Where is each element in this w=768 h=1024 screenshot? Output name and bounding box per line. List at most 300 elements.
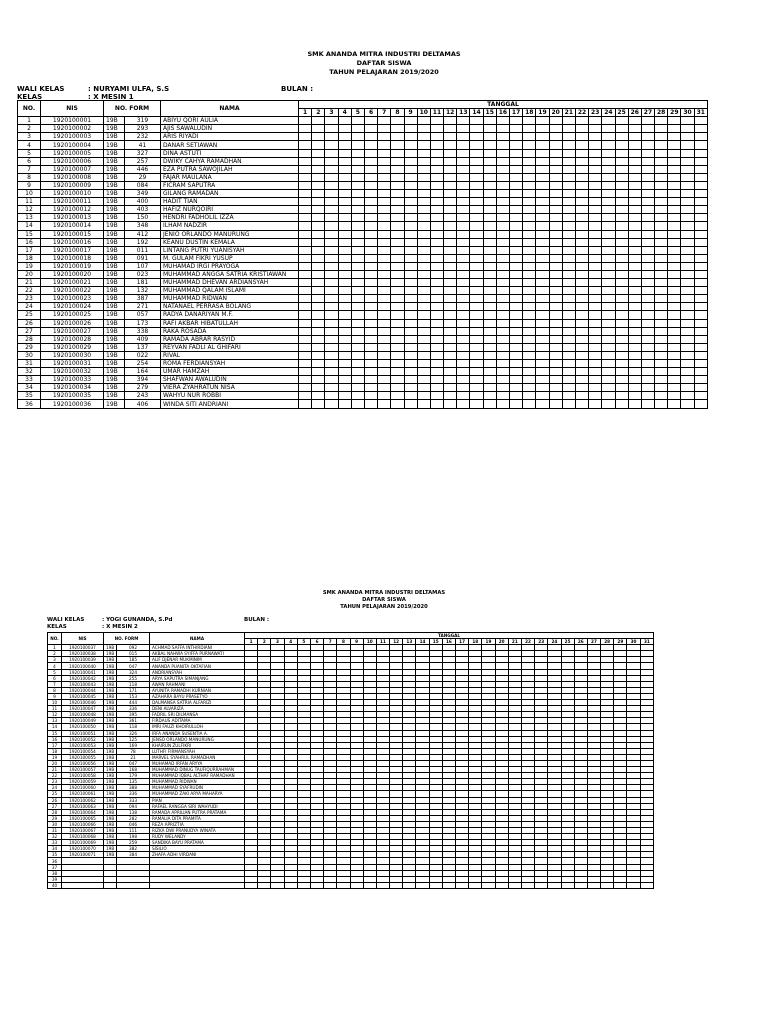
name-cell: HADIT TIAN bbox=[161, 198, 299, 206]
attendance-cell bbox=[640, 882, 653, 888]
row-number: 26 bbox=[18, 319, 41, 327]
form-prefix-cell: 19B bbox=[104, 214, 125, 222]
form-prefix-cell: 19B bbox=[104, 706, 117, 712]
form-number-cell: 349 bbox=[125, 190, 161, 198]
form-number-cell: 118 bbox=[117, 724, 150, 730]
school-name: SMK ANANDA MITRA INDUSTRI DELTAMAS bbox=[322, 590, 446, 596]
form-number-cell: 338 bbox=[125, 327, 161, 335]
row-number: 24 bbox=[48, 785, 62, 791]
nis-cell: 1920100022 bbox=[41, 287, 104, 295]
row-number: 14 bbox=[48, 724, 62, 730]
name-cell: SISILIO bbox=[150, 846, 245, 852]
nis-cell: 1920100002 bbox=[41, 125, 104, 133]
row-number: 9 bbox=[48, 693, 62, 699]
form-number-cell: 361 bbox=[117, 718, 150, 724]
name-cell: VIERA ZYAHRATUN NISA bbox=[161, 384, 299, 392]
day-column-25: 25 bbox=[561, 639, 574, 645]
nis-cell: 1920100032 bbox=[41, 368, 104, 376]
nis-cell: 1920100024 bbox=[41, 303, 104, 311]
name-cell: MUHAMAD IRFAN ARYYA bbox=[150, 760, 245, 766]
row-number: 30 bbox=[48, 821, 62, 827]
form-number-cell: 326 bbox=[117, 730, 150, 736]
nis-cell: 1920100041 bbox=[62, 669, 104, 675]
nis-cell: 1920100034 bbox=[41, 384, 104, 392]
day-column-6: 6 bbox=[364, 109, 377, 117]
form-prefix-cell: 19B bbox=[104, 700, 117, 706]
form-prefix-cell: 19B bbox=[104, 327, 125, 335]
form-number-cell: 181 bbox=[125, 279, 161, 287]
column-no-form: NO. FORM bbox=[104, 101, 161, 117]
form-prefix-cell: 19B bbox=[104, 400, 125, 408]
row-number: 20 bbox=[18, 270, 41, 278]
form-number-cell: 21 bbox=[117, 754, 150, 760]
row-number: 17 bbox=[18, 246, 41, 254]
form-number-cell: 444 bbox=[117, 700, 150, 706]
name-cell: ZHAFA ADHI VIRDANI bbox=[150, 852, 245, 858]
day-column-9: 9 bbox=[350, 639, 363, 645]
form-prefix-cell: 19B bbox=[104, 657, 117, 663]
column-no-form: NO. FORM bbox=[104, 633, 150, 645]
wali-value: : YOGI GUNANDA, S.Pd bbox=[102, 617, 173, 623]
form-prefix-cell: 19B bbox=[104, 767, 117, 773]
form-prefix-cell: 19B bbox=[104, 760, 117, 766]
attendance-cell bbox=[403, 882, 416, 888]
row-number: 12 bbox=[48, 712, 62, 718]
form-number-cell: 171 bbox=[117, 687, 150, 693]
name-cell: JENIO ORLANDO MANURUNG bbox=[161, 230, 299, 238]
nis-cell: 1920100063 bbox=[62, 803, 104, 809]
name-cell: RAMADA APRILIAN PUTRA PRATAMA bbox=[150, 809, 245, 815]
day-column-31: 31 bbox=[640, 639, 653, 645]
form-prefix-cell: 19B bbox=[104, 675, 117, 681]
row-number: 2 bbox=[48, 651, 62, 657]
form-prefix-cell: 19B bbox=[104, 295, 125, 303]
row-number: 4 bbox=[48, 663, 62, 669]
name-cell: ILHAM NADZIR bbox=[161, 222, 299, 230]
name-cell: MUHAMMAD SYAFRUDIN bbox=[150, 785, 245, 791]
attendance-cell bbox=[245, 882, 258, 888]
form-number-cell: 387 bbox=[125, 295, 161, 303]
row-number: 18 bbox=[48, 748, 62, 754]
form-prefix-cell: 19B bbox=[104, 687, 117, 693]
name-cell: IRFA ANANDA SUSENTIA A. bbox=[150, 730, 245, 736]
attendance-cell bbox=[350, 882, 363, 888]
nis-cell: 1920100038 bbox=[62, 651, 104, 657]
name-cell: ARYA SAPUTRA SIMANJANG bbox=[150, 675, 245, 681]
row-number: 26 bbox=[48, 797, 62, 803]
nis-cell: 1920100017 bbox=[41, 246, 104, 254]
row-number: 19 bbox=[18, 262, 41, 270]
form-prefix-cell: 19B bbox=[104, 834, 117, 840]
wali-label: WALI KELAS bbox=[17, 85, 65, 93]
attendance-cell bbox=[627, 882, 640, 888]
nis-cell: 1920100003 bbox=[41, 133, 104, 141]
form-prefix-cell: 19B bbox=[104, 254, 125, 262]
kelas-label: KELAS bbox=[17, 93, 43, 101]
row-number: 14 bbox=[18, 222, 41, 230]
name-cell: ACHMAD SAFFA INTHIRDIANI bbox=[150, 645, 245, 651]
row-number: 21 bbox=[48, 767, 62, 773]
form-number-cell: 255 bbox=[117, 675, 150, 681]
day-column-19: 19 bbox=[536, 109, 549, 117]
row-number: 34 bbox=[48, 846, 62, 852]
form-prefix-cell: 19B bbox=[104, 238, 125, 246]
nis-cell: 1920100042 bbox=[62, 675, 104, 681]
row-number: 12 bbox=[18, 206, 41, 214]
column-nis: NIS bbox=[41, 101, 104, 117]
nis-cell: 1920100025 bbox=[41, 311, 104, 319]
form-number-cell: 173 bbox=[125, 319, 161, 327]
form-number-cell: 137 bbox=[125, 343, 161, 351]
form-prefix-cell: 19B bbox=[104, 718, 117, 724]
kelas-label: KELAS bbox=[47, 624, 67, 630]
name-cell: RIVAL bbox=[161, 351, 299, 359]
row-number: 11 bbox=[18, 198, 41, 206]
form-prefix-cell: 19B bbox=[104, 149, 125, 157]
form-number-cell: 111 bbox=[117, 828, 150, 834]
nis-cell: 1920100005 bbox=[41, 149, 104, 157]
name-cell: FAJAR MAULANA bbox=[161, 173, 299, 181]
document-title: DAFTAR SISWA bbox=[362, 597, 406, 604]
day-column-2: 2 bbox=[312, 109, 325, 117]
row-number: 25 bbox=[18, 311, 41, 319]
attendance-cell bbox=[508, 882, 521, 888]
form-prefix-cell: 19B bbox=[104, 360, 125, 368]
form-prefix-cell: 19B bbox=[104, 748, 117, 754]
form-number-cell: 382 bbox=[117, 846, 150, 852]
student-attendance-table bbox=[47, 632, 654, 889]
table-row bbox=[48, 882, 654, 888]
day-column-1: 1 bbox=[299, 109, 312, 117]
name-cell: EZA PUTRA SAWOJILAH bbox=[161, 165, 299, 173]
nis-cell: 1920100062 bbox=[62, 797, 104, 803]
row-number: 20 bbox=[48, 760, 62, 766]
form-number-cell: 132 bbox=[125, 287, 161, 295]
nis-cell: 1920100050 bbox=[62, 724, 104, 730]
day-column-18: 18 bbox=[469, 639, 482, 645]
form-number-cell bbox=[117, 882, 150, 888]
name-cell: MUHAMMAD RIDWAN bbox=[150, 779, 245, 785]
name-cell: LUTHFI FIRMANSYAH bbox=[150, 748, 245, 754]
row-number: 1 bbox=[18, 117, 41, 125]
day-column-28: 28 bbox=[655, 109, 668, 117]
name-cell: MARVEL SYAHRUL RAMADHAN bbox=[150, 754, 245, 760]
day-column-30: 30 bbox=[681, 109, 694, 117]
form-number-cell: 446 bbox=[125, 165, 161, 173]
row-number: 28 bbox=[18, 335, 41, 343]
nis-cell: 1920100048 bbox=[62, 712, 104, 718]
document-title: DAFTAR SISWA bbox=[356, 58, 412, 67]
day-column-26: 26 bbox=[628, 109, 641, 117]
name-cell: WAHYU NUR ROBBI bbox=[161, 392, 299, 400]
nis-cell: 1920100052 bbox=[62, 736, 104, 742]
day-column-21: 21 bbox=[562, 109, 575, 117]
form-number-cell: 198 bbox=[117, 834, 150, 840]
day-column-23: 23 bbox=[589, 109, 602, 117]
row-number: 5 bbox=[18, 149, 41, 157]
form-prefix-cell: 19B bbox=[104, 797, 117, 803]
form-number-cell: 047 bbox=[117, 663, 150, 669]
form-number-cell: 409 bbox=[125, 335, 161, 343]
nis-cell: 1920100001 bbox=[41, 117, 104, 125]
form-number-cell: 168 bbox=[117, 767, 150, 773]
row-number: 23 bbox=[18, 295, 41, 303]
form-number-cell: 047 bbox=[117, 760, 150, 766]
nis-cell: 1920100049 bbox=[62, 718, 104, 724]
attendance-cell bbox=[587, 882, 600, 888]
row-number: 3 bbox=[18, 133, 41, 141]
form-prefix-cell: 19B bbox=[104, 645, 117, 651]
nis-cell: 1920100043 bbox=[62, 681, 104, 687]
row-number: 30 bbox=[18, 351, 41, 359]
row-number: 39 bbox=[48, 876, 62, 882]
day-column-25: 25 bbox=[615, 109, 628, 117]
day-column-13: 13 bbox=[403, 639, 416, 645]
row-number: 33 bbox=[48, 840, 62, 846]
form-number-cell: 333 bbox=[117, 797, 150, 803]
school-year: TAHUN PELAJARAN 2019/2020 bbox=[340, 604, 428, 611]
row-number: 31 bbox=[48, 828, 62, 834]
nis-cell: 1920100026 bbox=[41, 319, 104, 327]
column-tanggal: TANGGAL bbox=[245, 633, 654, 639]
name-cell: ANANDA PUANITA OKTAFIAN bbox=[150, 663, 245, 669]
form-number-cell: 406 bbox=[125, 400, 161, 408]
form-number-cell: 319 bbox=[125, 117, 161, 125]
form-number-cell: 118 bbox=[117, 681, 150, 687]
form-prefix-cell: 19B bbox=[104, 392, 125, 400]
day-column-8: 8 bbox=[337, 639, 350, 645]
attendance-cell bbox=[548, 882, 561, 888]
row-number: 7 bbox=[48, 681, 62, 687]
wali-label: WALI KELAS bbox=[47, 617, 85, 623]
form-prefix-cell: 19B bbox=[104, 173, 125, 181]
nis-cell: 1920100004 bbox=[41, 141, 104, 149]
form-number-cell: 135 bbox=[117, 779, 150, 785]
row-number: 32 bbox=[48, 834, 62, 840]
name-cell: HENDRI FADHOLIL IZZA bbox=[161, 214, 299, 222]
day-column-6: 6 bbox=[310, 639, 323, 645]
attendance-cell bbox=[482, 882, 495, 888]
day-column-20: 20 bbox=[549, 109, 562, 117]
day-column-3: 3 bbox=[271, 639, 284, 645]
name-cell: RADYA DANARIYAN M.F. bbox=[161, 311, 299, 319]
row-number: 23 bbox=[48, 779, 62, 785]
name-cell: MUHAMMAD DINUG TAUFIQURRAHMAN bbox=[150, 767, 245, 773]
day-column-17: 17 bbox=[456, 639, 469, 645]
form-number-cell: 150 bbox=[125, 214, 161, 222]
row-number: 17 bbox=[48, 742, 62, 748]
form-prefix-cell: 19B bbox=[104, 198, 125, 206]
row-number: 29 bbox=[48, 815, 62, 821]
nis-cell: 1920100028 bbox=[41, 335, 104, 343]
nis-cell: 1920100055 bbox=[62, 754, 104, 760]
day-column-11: 11 bbox=[430, 109, 443, 117]
form-number-cell: 388 bbox=[117, 785, 150, 791]
row-number: 1 bbox=[48, 645, 62, 651]
name-cell: M. GULAM FIKRI YUSUP bbox=[161, 254, 299, 262]
attendance-cell bbox=[297, 882, 310, 888]
row-number: 5 bbox=[48, 669, 62, 675]
name-cell: FICRAM SAPUTRA bbox=[161, 181, 299, 189]
name-cell: PIAN bbox=[150, 797, 245, 803]
nis-cell: 1920100057 bbox=[62, 767, 104, 773]
form-number-cell: 395 bbox=[117, 712, 150, 718]
column-no: NO. bbox=[48, 633, 62, 645]
form-prefix-cell: 19B bbox=[104, 230, 125, 238]
form-prefix-cell: 19B bbox=[104, 190, 125, 198]
form-prefix-cell: 19B bbox=[104, 815, 117, 821]
form-number-cell: 023 bbox=[125, 270, 161, 278]
sheet-header bbox=[0, 590, 768, 611]
attendance-cell bbox=[456, 882, 469, 888]
nis-cell: 1920100012 bbox=[41, 206, 104, 214]
nis-cell: 1920100068 bbox=[62, 834, 104, 840]
name-cell: ALIF DJENAR MUKMINIM bbox=[150, 657, 245, 663]
form-prefix-cell bbox=[104, 882, 117, 888]
form-prefix-cell: 19B bbox=[104, 270, 125, 278]
form-number-cell: 022 bbox=[125, 351, 161, 359]
form-number-cell: 011 bbox=[125, 246, 161, 254]
row-number: 36 bbox=[18, 400, 41, 408]
name-cell: MUHAMMAD ANGGA SATRIA KRISTIAWAN bbox=[161, 270, 299, 278]
nis-cell: 1920100053 bbox=[62, 742, 104, 748]
form-number-cell: 336 bbox=[117, 791, 150, 797]
name-cell: ANDRIANSYAH bbox=[150, 669, 245, 675]
attendance-cell bbox=[390, 882, 403, 888]
name-cell: RAFI AKBAR HIBATULLAH bbox=[161, 319, 299, 327]
form-number-cell: 185 bbox=[117, 657, 150, 663]
form-number-cell: 192 bbox=[125, 238, 161, 246]
form-number-cell: 243 bbox=[125, 392, 161, 400]
form-number-cell: 057 bbox=[125, 311, 161, 319]
attendance-cell bbox=[363, 882, 376, 888]
form-number-cell: 324 bbox=[117, 669, 150, 675]
day-column-2: 2 bbox=[258, 639, 271, 645]
row-number: 9 bbox=[18, 181, 41, 189]
form-prefix-cell: 19B bbox=[104, 311, 125, 319]
day-column-4: 4 bbox=[284, 639, 297, 645]
form-prefix-cell: 19B bbox=[104, 821, 117, 827]
form-prefix-cell: 19B bbox=[104, 742, 117, 748]
form-prefix-cell: 19B bbox=[104, 303, 125, 311]
form-number-cell: 153 bbox=[117, 693, 150, 699]
name-cell: RAKA ROSADA bbox=[161, 327, 299, 335]
name-cell: RAMALIA DITA PRAMITA bbox=[150, 815, 245, 821]
name-cell: ARIS RIYADI bbox=[161, 133, 299, 141]
day-column-31: 31 bbox=[694, 109, 707, 117]
nis-cell: 1920100020 bbox=[41, 270, 104, 278]
row-number: 2 bbox=[18, 125, 41, 133]
name-cell: RAFAEL RANGGA SIRI WAHYUDI bbox=[150, 803, 245, 809]
nis-cell: 1920100064 bbox=[62, 809, 104, 815]
row-number: 31 bbox=[18, 360, 41, 368]
nis-cell: 1920100030 bbox=[41, 351, 104, 359]
day-column-16: 16 bbox=[496, 109, 509, 117]
nis-cell: 1920100036 bbox=[41, 400, 104, 408]
form-prefix-cell: 19B bbox=[104, 828, 117, 834]
form-number-cell: 293 bbox=[125, 125, 161, 133]
name-cell: HAFIZ NURQOIRI bbox=[161, 206, 299, 214]
column-nama: NAMA bbox=[161, 101, 299, 117]
name-cell: ABIYU QORI AULIA bbox=[161, 117, 299, 125]
nis-cell: 1920100009 bbox=[41, 181, 104, 189]
form-prefix-cell: 19B bbox=[104, 693, 117, 699]
nis-cell: 1920100051 bbox=[62, 730, 104, 736]
nis-cell: 1920100023 bbox=[41, 295, 104, 303]
name-cell: LINTANG PUTRI YUANISYAH bbox=[161, 246, 299, 254]
row-number: 10 bbox=[48, 700, 62, 706]
form-prefix-cell: 19B bbox=[104, 773, 117, 779]
attendance-cell bbox=[469, 882, 482, 888]
day-column-16: 16 bbox=[442, 639, 455, 645]
day-column-22: 22 bbox=[575, 109, 588, 117]
row-number: 29 bbox=[18, 343, 41, 351]
nis-cell: 1920100035 bbox=[41, 392, 104, 400]
day-column-8: 8 bbox=[391, 109, 404, 117]
form-number-cell: 336 bbox=[117, 706, 150, 712]
name-cell: MUHAMMAD DHEVAN ARDIANSYAH bbox=[161, 279, 299, 287]
day-column-15: 15 bbox=[483, 109, 496, 117]
nis-cell: 1920100040 bbox=[62, 663, 104, 669]
name-cell: MUHAMMAD IQBAL ALTHAF RAMADHAN bbox=[150, 773, 245, 779]
row-number: 11 bbox=[48, 706, 62, 712]
row-number: 10 bbox=[18, 190, 41, 198]
day-column-10: 10 bbox=[363, 639, 376, 645]
nis-cell: 1920100021 bbox=[41, 279, 104, 287]
nis-cell: 1920100007 bbox=[41, 165, 104, 173]
form-prefix-cell: 19B bbox=[104, 736, 117, 742]
form-number-cell: 78 bbox=[117, 748, 150, 754]
name-cell: MUHAMAD IRGI PRAYOGA bbox=[161, 262, 299, 270]
name-cell: FADRIL SRI DILMANSA bbox=[150, 712, 245, 718]
form-prefix-cell: 19B bbox=[104, 319, 125, 327]
nis-cell: 1920100018 bbox=[41, 254, 104, 262]
name-cell: AJIS SAWALUDIN bbox=[161, 125, 299, 133]
day-column-13: 13 bbox=[457, 109, 470, 117]
day-column-27: 27 bbox=[587, 639, 600, 645]
attendance-cell bbox=[416, 882, 429, 888]
day-column-20: 20 bbox=[495, 639, 508, 645]
day-column-11: 11 bbox=[376, 639, 389, 645]
form-number-cell: 091 bbox=[125, 254, 161, 262]
day-column-5: 5 bbox=[351, 109, 364, 117]
form-number-cell: 271 bbox=[125, 303, 161, 311]
row-number: 16 bbox=[18, 238, 41, 246]
day-column-18: 18 bbox=[523, 109, 536, 117]
name-cell: JENSO ORLANDO MANURUNG bbox=[150, 736, 245, 742]
nis-cell: 1920100010 bbox=[41, 190, 104, 198]
name-cell: KEANU DUSTIN KEMALA bbox=[161, 238, 299, 246]
row-number: 19 bbox=[48, 754, 62, 760]
day-column-21: 21 bbox=[508, 639, 521, 645]
form-number-cell: 412 bbox=[125, 230, 161, 238]
form-number-cell: 259 bbox=[117, 840, 150, 846]
form-prefix-cell: 19B bbox=[104, 351, 125, 359]
nis-cell: 1920100047 bbox=[62, 706, 104, 712]
form-number-cell: 279 bbox=[125, 384, 161, 392]
row-number: 38 bbox=[48, 870, 62, 876]
day-column-24: 24 bbox=[548, 639, 561, 645]
nis-cell: 1920100033 bbox=[41, 376, 104, 384]
form-number-cell: 125 bbox=[117, 736, 150, 742]
attendance-cell bbox=[337, 882, 350, 888]
day-column-10: 10 bbox=[417, 109, 430, 117]
form-number-cell: 179 bbox=[117, 773, 150, 779]
row-number: 25 bbox=[48, 791, 62, 797]
name-cell: KHAIRUN ZULFIKRI bbox=[150, 742, 245, 748]
nis-cell: 1920100061 bbox=[62, 791, 104, 797]
form-number-cell: 094 bbox=[117, 803, 150, 809]
